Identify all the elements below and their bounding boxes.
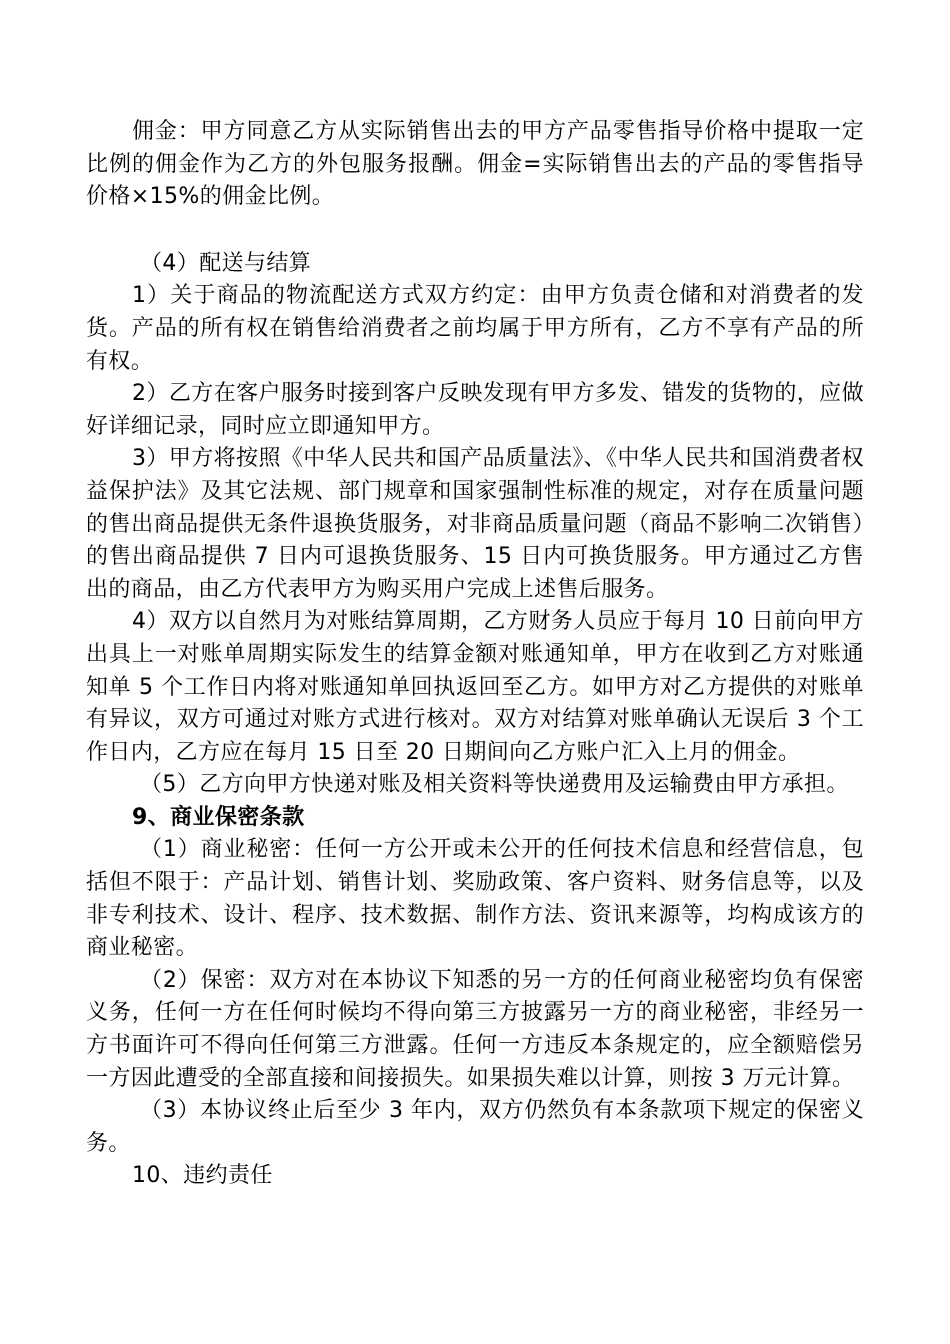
document-page [86, 116, 864, 1193]
section-heading-confidentiality: 9、商业保密条款 [132, 804, 305, 830]
clause-post-termination: （3）本协议终止后至少 3 年内，双方仍然负有本条款项下规定的保密义务。 [86, 1098, 864, 1156]
clause-trade-secrets: （1）商业秘密：任何一方公开或未公开的任何技术信息和经营信息，包括但不限于：产品计划、销售计划、奖励政策、客户资料、财务信息等，以及非专利技术、设计、程序、技术数据、制作方法、资讯来源等，均构成该方的商业秘密。 [86, 837, 864, 961]
clause-returns: 3）甲方将按照《中华人民共和国产品质量法》、《中华人民共和国消费者权益保护法》及其它法规、部门规章和国家强制性标准的规定，对存在质量问题的售出商品提供无条件退换货服务，对非商品质量问题（商品不影响二次销售）的售出商品提供 7 日内可退换货服务、15 日内可换货服务。甲方通过乙方售出的商品，由乙方代表甲方为购买用户完成上述售后服务。 [86, 446, 864, 602]
clause-wrong-shipment: 2）乙方在客户服务时接到客户反映发现有甲方多发、错发的货物的，应做好详细记录，同时应立即通知甲方。 [86, 381, 864, 439]
clause-logistics: 1）关于商品的物流配送方式双方约定：由甲方负责仓储和对消费者的发货。产品的所有权在销售给消费者之前均属于甲方所有，乙方不享有产品的所有权。 [86, 283, 864, 374]
section-heading-delivery-settlement: （4）配送与结算 [140, 250, 312, 276]
paragraph-gap [86, 214, 864, 248]
clause-shipping-fees: （5）乙方向甲方快递对账及相关资料等快递费用及运输费由甲方承担。 [140, 772, 849, 798]
clause-reconciliation: 4）双方以自然月为对账结算周期，乙方财务人员应于每月 10 日前向甲方出具上一对账单周期实际发生的结算金额对账通知单，甲方在收到乙方对账通知单 5 个工作日内将对账通知单回执返回至乙方。如甲方对乙方提供的对账单有异议，双方可通过对账方式进行核对。双方对结算对账单确认无误后 3 个工作日内，乙方应在每月 15 日至 20 日期间向乙方账户汇入上月的佣金。 [86, 609, 864, 765]
clause-confidentiality-duty: （2）保密：双方对在本协议下知悉的另一方的任何商业秘密均负有保密义务，任何一方在任何时候均不得向第三方披露另一方的商业秘密，非经另一方书面许可不得向任何第三方泄露。任何一方违反本条规定的，应全额赔偿另一方因此遭受的全部直接和间接损失。如果损失难以计算，则按 3 万元计算。 [86, 967, 864, 1091]
section-heading-liability: 10、违约责任 [132, 1163, 273, 1189]
commission-paragraph: 佣金：甲方同意乙方从实际销售出去的甲方产品零售指导价格中提取一定比例的佣金作为乙方的外包服务报酬。佣金=实际销售出去的产品的零售指导价格×15%的佣金比例。 [86, 119, 864, 210]
